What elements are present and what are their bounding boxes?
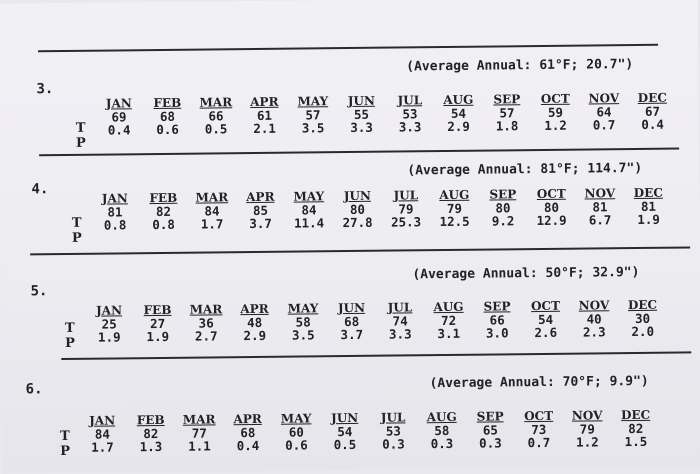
temperature-value: 54 (337, 423, 353, 440)
row-labels (60, 429, 70, 459)
temperature-value: 57 (499, 105, 515, 121)
month-header: NOV (584, 186, 616, 201)
temperature-label: T (64, 320, 75, 336)
month-header: MAR (195, 190, 229, 205)
temperature-value: 60 (288, 424, 304, 440)
month-grid (91, 187, 673, 232)
divider-top (38, 44, 658, 52)
temperature-value: 48 (247, 314, 263, 331)
temperature-value: 79 (579, 421, 595, 437)
temperature-value: 67 (644, 103, 661, 119)
month-header: MAY (293, 189, 325, 204)
precipitation-value: 12.5 (439, 213, 470, 230)
precipitation-value: 3.0 (485, 325, 509, 341)
precipitation-value: 9.2 (491, 213, 515, 229)
precipitation-value: 27.8 (342, 214, 373, 231)
precipitation-label: P (75, 135, 86, 151)
precipitation-value: 2.1 (253, 120, 276, 137)
precipitation-value: 25.3 (390, 214, 422, 230)
row-labels (72, 216, 82, 246)
temperature-value: 84 (204, 203, 220, 219)
month-grid (78, 409, 660, 454)
month-header: APR (250, 94, 279, 110)
temperature-label: T (75, 120, 86, 136)
month-header: JAN (89, 413, 116, 428)
temperature-value: 81 (592, 199, 608, 215)
precipitation-value: 1.2 (544, 117, 567, 133)
annual-average: (Average Annual: 70°F; 9.9") (429, 373, 649, 392)
precipitation-value: 3.7 (340, 326, 364, 343)
temperature-value: 66 (489, 312, 505, 328)
month-header: DEC (627, 297, 658, 313)
temperature-value: 68 (240, 425, 256, 441)
precipitation-value: 1.9 (637, 211, 660, 227)
problem-number: 6. (25, 381, 43, 398)
temperature-value: 81 (107, 204, 123, 220)
annual-average: (Average Annual: 50°F; 32.9") (412, 264, 640, 283)
precipitation-value: 0.8 (152, 216, 175, 233)
month-header: AUG (443, 92, 474, 108)
month-header: JUL (387, 300, 413, 315)
precipitation-value: 1.7 (91, 439, 114, 455)
precipitation-label: P (65, 335, 75, 351)
month-header: JUL (397, 93, 423, 108)
month-header: AUG (433, 299, 464, 315)
precipitation-label: P (60, 443, 71, 460)
temperature-value: 72 (441, 312, 457, 329)
precipitation-value: 0.4 (641, 116, 664, 132)
precipitation-value: 3.5 (291, 327, 315, 343)
precipitation-value: 2.9 (447, 118, 470, 134)
precipitation-value: 2.3 (582, 324, 606, 340)
month-grid (95, 92, 677, 137)
divider-4-5 (30, 246, 690, 255)
precipitation-value: 12.9 (536, 212, 567, 229)
temperature-value: 79 (446, 200, 463, 216)
precipitation-value: 3.3 (350, 119, 373, 135)
precipitation-value: 0.5 (333, 436, 357, 453)
month-header: SEP (483, 299, 511, 314)
month-header: NOV (578, 298, 610, 313)
precipitation-label: P (71, 230, 82, 246)
climate-table-3 (0, 0, 698, 151)
problem-number: 4. (31, 181, 49, 198)
temperature-value: 80 (543, 199, 560, 215)
precipitation-value: 2.0 (631, 323, 655, 340)
month-header: FEB (143, 302, 172, 318)
month-header: FEB (153, 95, 182, 111)
precipitation-value: 3.3 (388, 326, 412, 342)
month-header: OCT (530, 298, 561, 314)
temperature-value: 53 (402, 106, 418, 122)
precipitation-value: 0.4 (236, 437, 260, 454)
precipitation-value: 2.6 (534, 324, 558, 341)
month-header: DEC (621, 407, 651, 423)
precipitation-value: 0.4 (107, 122, 131, 138)
month-header: OCT (540, 91, 570, 106)
row-labels (65, 321, 75, 351)
precipitation-value: 2.9 (243, 327, 267, 344)
month-header: JAN (105, 96, 132, 111)
temperature-value: 40 (586, 311, 602, 327)
month-header: AUG (439, 187, 470, 203)
month-header: MAY (280, 411, 312, 426)
month-header: JUL (393, 188, 419, 203)
temperature-value: 36 (198, 315, 214, 331)
month-header: AUG (426, 409, 457, 425)
month-header: DEC (637, 90, 667, 105)
precipitation-value: 1.9 (97, 329, 121, 345)
problem-number: 5. (30, 283, 48, 300)
temperature-value: 65 (482, 422, 498, 438)
temperature-value: 30 (635, 310, 651, 327)
precipitation-value: 1.7 (200, 216, 224, 232)
precipitation-value: 0.6 (285, 437, 308, 453)
month-header: SEP (493, 92, 521, 107)
temperature-value: 80 (495, 200, 511, 216)
divider-3-4 (39, 148, 679, 157)
month-header: OCT (536, 186, 566, 202)
month-header: MAR (189, 302, 223, 317)
month-header: MAR (182, 412, 216, 427)
month-header: APR (233, 411, 262, 427)
month-header: DEC (633, 185, 663, 201)
temperature-value: 54 (538, 311, 554, 328)
month-header: APR (246, 189, 275, 205)
temperature-value: 77 (191, 425, 207, 441)
temperature-value: 27 (150, 315, 166, 332)
month-header: SEP (476, 409, 504, 424)
temperature-value: 82 (143, 426, 159, 442)
temperature-value: 59 (547, 104, 564, 120)
temperature-value: 69 (111, 109, 127, 125)
month-header: JUN (331, 410, 359, 426)
month-header: MAY (297, 94, 329, 109)
precipitation-value: 1.8 (495, 118, 519, 134)
precipitation-value: 1.3 (139, 438, 163, 455)
temperature-value: 66 (208, 108, 224, 124)
precipitation-value: 1.2 (576, 434, 599, 450)
temperature-label: T (60, 428, 70, 445)
month-header: MAR (199, 95, 233, 110)
precipitation-value: 3.1 (437, 325, 461, 342)
precipitation-value: 6.7 (588, 212, 612, 228)
temperature-value: 61 (256, 107, 273, 123)
month-grid (85, 299, 667, 344)
annual-average: (Average Annual: 81°F; 114.7") (407, 160, 643, 179)
temperature-value: 85 (252, 202, 269, 219)
temperature-value: 79 (398, 201, 414, 217)
month-header: JUL (380, 410, 406, 425)
month-header: OCT (524, 408, 554, 424)
month-header: JAN (101, 191, 128, 206)
precipitation-value: 0.5 (204, 121, 228, 137)
temperature-value: 73 (531, 421, 547, 438)
temperature-value: 74 (392, 313, 408, 329)
month-header: NOV (571, 408, 603, 423)
temperature-value: 84 (301, 202, 317, 218)
precipitation-value: 0.7 (527, 434, 551, 451)
problem-number: 3. (36, 81, 54, 98)
precipitation-value: 3.7 (249, 215, 272, 232)
precipitation-value: 0.3 (479, 435, 502, 451)
precipitation-value: 0.3 (430, 435, 454, 452)
month-header: MAY (287, 301, 319, 316)
precipitation-value: 2.7 (194, 328, 218, 344)
month-header: SEP (489, 187, 517, 202)
precipitation-value: 3.3 (398, 119, 422, 135)
temperature-value: 54 (450, 105, 467, 121)
temperature-value: 84 (94, 426, 110, 442)
precipitation-value: 0.3 (382, 436, 405, 452)
temperature-value: 68 (159, 108, 176, 124)
precipitation-value: 0.8 (103, 217, 127, 233)
temperature-value: 68 (344, 313, 360, 330)
precipitation-value: 3.5 (301, 120, 325, 136)
temperature-value: 80 (349, 201, 366, 217)
month-header: FEB (136, 412, 165, 428)
precipitation-value: 0.6 (156, 121, 179, 138)
precipitation-value: 11.4 (293, 215, 325, 231)
precipitation-value: 1.1 (188, 438, 211, 454)
precipitation-value: 1.9 (146, 328, 170, 345)
annual-average: (Average Annual: 61°F; 20.7") (406, 57, 634, 75)
temperature-value: 82 (155, 203, 172, 220)
month-header: APR (240, 301, 269, 317)
temperature-value: 57 (305, 107, 321, 123)
temperature-value: 58 (295, 314, 311, 330)
month-header: JUN (343, 188, 371, 204)
divider-5-6 (61, 351, 691, 360)
month-header: JUN (337, 300, 366, 316)
temperature-value: 53 (385, 423, 401, 439)
row-labels (76, 121, 86, 151)
temperature-value: 25 (101, 316, 117, 332)
temperature-value: 55 (353, 106, 370, 122)
temperature-value: 58 (434, 422, 450, 439)
temperature-label: T (71, 215, 82, 231)
precipitation-value: 0.7 (592, 117, 616, 133)
temperature-value: 81 (640, 198, 657, 214)
month-header: NOV (588, 91, 620, 106)
precipitation-value: 1.5 (624, 433, 648, 450)
temperature-value: 64 (596, 104, 612, 120)
month-header: JAN (95, 303, 123, 318)
month-header: JUN (347, 93, 375, 109)
temperature-value: 82 (628, 420, 644, 437)
month-header: FEB (149, 190, 178, 206)
